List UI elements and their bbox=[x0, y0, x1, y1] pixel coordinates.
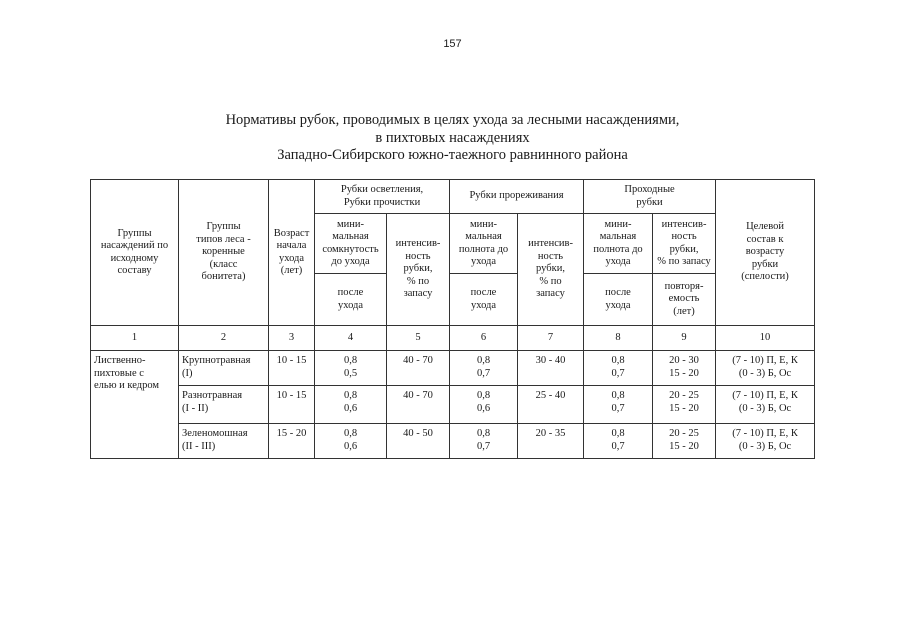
cell-line: ухода bbox=[470, 299, 497, 311]
cell-line: % по bbox=[406, 275, 430, 287]
cell-line: бонитета) bbox=[201, 271, 246, 283]
felling-norms-table bbox=[90, 179, 815, 459]
cell-line: (0 - 3) Б, Ос bbox=[738, 367, 792, 379]
cell-line: рубки bbox=[636, 196, 663, 208]
cell-line: (класс bbox=[209, 258, 238, 270]
cell-line: ухода bbox=[605, 256, 631, 267]
column-number-4: 4 bbox=[315, 326, 387, 351]
cell-line: состав к bbox=[746, 233, 784, 245]
header-repeat-interval bbox=[653, 274, 716, 326]
header-clearing-after bbox=[315, 274, 387, 326]
cell-line: Рубки прочистки bbox=[343, 196, 421, 208]
cell-line: 0,8 bbox=[476, 428, 491, 439]
cell-line: ухода bbox=[278, 252, 305, 264]
passage-density-cell bbox=[584, 351, 653, 386]
cell-line: 0,8 bbox=[343, 390, 358, 401]
header-passage-intensity bbox=[653, 214, 716, 274]
column-number-3: 3 bbox=[269, 326, 315, 351]
cell-line: % по запасу bbox=[657, 256, 711, 267]
start-age-cell: 15 - 20 bbox=[269, 424, 315, 459]
cell-line: составу bbox=[117, 265, 152, 276]
cell-line: елью и кедром bbox=[94, 380, 160, 391]
clearing-density-cell bbox=[315, 424, 387, 459]
table-row bbox=[91, 351, 815, 386]
cell-line: 0,7 bbox=[476, 440, 491, 452]
cell-line: до ухода bbox=[331, 256, 370, 267]
cell-line: (7 - 10) П, Е, К bbox=[732, 390, 798, 401]
header-groups bbox=[91, 180, 179, 326]
cell-line: Группы bbox=[206, 221, 241, 233]
clearing-density-cell bbox=[315, 351, 387, 386]
cell-line: начала bbox=[276, 240, 307, 251]
header-clearing bbox=[315, 180, 450, 214]
cell-line: после bbox=[605, 287, 631, 298]
cell-line: (0 - 3) Б, Ос bbox=[738, 402, 792, 414]
cell-line: Лиственно- bbox=[94, 355, 146, 366]
cell-line: пихтовые с bbox=[94, 367, 144, 379]
cell-line: ухода bbox=[470, 256, 497, 267]
thinning-intensity-cell: 20 - 35 bbox=[518, 424, 584, 459]
cell-line: (лет) bbox=[280, 265, 303, 276]
thinning-intensity-cell: 25 - 40 bbox=[518, 386, 584, 424]
cell-line: запасу bbox=[536, 288, 565, 300]
clearing-density-cell bbox=[315, 386, 387, 424]
column-number-5: 5 bbox=[387, 326, 450, 351]
cell-line: 15 - 20 bbox=[669, 402, 699, 414]
column-number-8: 8 bbox=[584, 326, 653, 351]
cell-line: рубки, bbox=[403, 263, 433, 275]
passage-intensity-cell bbox=[653, 424, 716, 459]
cell-line: 0,6 bbox=[476, 402, 491, 414]
cell-line: 0,8 bbox=[343, 428, 358, 439]
header-thinning-min-density bbox=[450, 214, 518, 274]
passage-intensity-cell bbox=[653, 386, 716, 424]
cell-line: мальная bbox=[599, 231, 637, 242]
thinning-density-cell bbox=[450, 386, 518, 424]
header-forest-types bbox=[179, 180, 269, 326]
cell-line: 0,8 bbox=[611, 355, 625, 366]
cell-line: 0,6 bbox=[343, 440, 358, 452]
cell-line: 0,8 bbox=[611, 390, 625, 401]
column-number-7: 7 bbox=[518, 326, 584, 351]
header-passage-min-density bbox=[584, 214, 653, 274]
cell-line: (7 - 10) П, Е, К bbox=[732, 428, 798, 439]
cell-line: Группы bbox=[117, 227, 152, 239]
thinning-intensity-cell: 30 - 40 bbox=[518, 351, 584, 386]
cell-line: Разнотравная bbox=[182, 390, 243, 401]
cell-line: коренные bbox=[202, 246, 245, 258]
cell-line: ность bbox=[671, 231, 697, 242]
cell-line: (I) bbox=[182, 367, 193, 379]
cell-line: (II - III) bbox=[182, 440, 216, 452]
cell-line: мини- bbox=[470, 218, 498, 230]
header-clearing-min-density bbox=[315, 214, 387, 274]
cell-line: ухода bbox=[337, 299, 364, 311]
cell-line: полнота до bbox=[593, 243, 643, 255]
forest-type-cell bbox=[179, 424, 269, 459]
cell-line: после bbox=[470, 287, 497, 298]
header-target-composition bbox=[716, 180, 815, 326]
cell-line: запасу bbox=[403, 288, 433, 300]
cell-line: интенсив- bbox=[661, 218, 707, 230]
cell-line: емость bbox=[668, 293, 700, 305]
cell-line: 15 - 20 bbox=[669, 367, 699, 379]
cell-line: % по bbox=[539, 275, 562, 287]
start-age-cell: 10 - 15 bbox=[269, 351, 315, 386]
passage-density-cell bbox=[584, 424, 653, 459]
cell-line: 0,5 bbox=[343, 367, 358, 379]
cell-line: Возраст bbox=[273, 227, 310, 239]
cell-line: повторя- bbox=[664, 280, 704, 292]
column-number-1: 1 bbox=[91, 326, 179, 351]
cell-line: (0 - 3) Б, Ос bbox=[738, 440, 792, 452]
cell-line: 20 - 30 bbox=[669, 355, 699, 366]
cell-line: 0,7 bbox=[611, 440, 625, 452]
cell-line: 20 - 25 bbox=[669, 428, 699, 439]
cell-line: (спелости) bbox=[741, 271, 789, 283]
cell-line: интенсив- bbox=[528, 238, 573, 250]
title-line-2: в пихтовых насаждениях bbox=[375, 129, 530, 146]
table-row bbox=[91, 424, 815, 459]
header-passage-after bbox=[584, 274, 653, 326]
passage-density-cell bbox=[584, 386, 653, 424]
target-composition-cell bbox=[716, 386, 815, 424]
cell-line: рубки, bbox=[536, 263, 565, 275]
cell-line: мальная bbox=[332, 231, 369, 242]
header-clearing-intensity bbox=[387, 214, 450, 326]
header-passage-felling bbox=[584, 180, 716, 214]
cell-line: полнота до bbox=[458, 243, 509, 255]
cell-line: 0,7 bbox=[611, 367, 625, 379]
forest-type-cell bbox=[179, 351, 269, 386]
cell-line: рубки bbox=[751, 258, 779, 270]
clearing-intensity-cell: 40 - 70 bbox=[387, 351, 450, 386]
column-number-9: 9 bbox=[653, 326, 716, 351]
cell-line: (лет) bbox=[673, 305, 695, 317]
passage-intensity-cell bbox=[653, 351, 716, 386]
cell-line: (7 - 10) П, Е, К bbox=[732, 355, 798, 366]
header-thinning: Рубки прореживания bbox=[450, 180, 584, 214]
cell-line: 0,8 bbox=[611, 428, 625, 439]
header-thinning-after bbox=[450, 274, 518, 326]
thinning-density-cell bbox=[450, 351, 518, 386]
forest-type-cell bbox=[179, 386, 269, 424]
cell-line: ность bbox=[405, 250, 431, 262]
cell-line: возрасту bbox=[745, 246, 785, 258]
target-composition-cell bbox=[716, 424, 815, 459]
cell-line: сомкнутость bbox=[322, 243, 379, 255]
page-number: 157 bbox=[443, 38, 462, 50]
cell-line: интенсив- bbox=[395, 238, 441, 250]
header-thinning-intensity bbox=[518, 214, 584, 326]
cell-line: (I - II) bbox=[182, 402, 209, 414]
cell-line: исходному bbox=[110, 252, 159, 264]
cell-line: Крупнотравная bbox=[182, 355, 251, 366]
header-start-age bbox=[269, 180, 315, 326]
page-title bbox=[0, 112, 905, 165]
cell-line: Рубки осветления, bbox=[340, 184, 424, 195]
cell-line: 0,7 bbox=[476, 367, 491, 379]
start-age-cell: 10 - 15 bbox=[269, 386, 315, 424]
cell-line: 0,8 bbox=[343, 355, 358, 366]
cell-line: 20 - 25 bbox=[669, 390, 699, 401]
clearing-intensity-cell: 40 - 50 bbox=[387, 424, 450, 459]
cell-line: 0,8 bbox=[476, 390, 491, 401]
cell-line: типов леса - bbox=[196, 233, 251, 245]
cell-line: после bbox=[337, 287, 364, 298]
clearing-intensity-cell: 40 - 70 bbox=[387, 386, 450, 424]
cell-line: мальная bbox=[465, 231, 502, 242]
cell-line: рубки, bbox=[669, 243, 699, 255]
cell-line: 15 - 20 bbox=[669, 440, 699, 452]
thinning-density-cell bbox=[450, 424, 518, 459]
title-line-1: Нормативы рубок, проводимых в целях ухода за лесными насаждениями, bbox=[225, 112, 680, 128]
title-line-3: Западно-Сибирского южно-таежного равнинного района bbox=[277, 147, 628, 163]
column-number-6: 6 bbox=[450, 326, 518, 351]
cell-line: мини- bbox=[337, 218, 364, 230]
cell-line: ухода bbox=[605, 299, 631, 311]
column-number-2: 2 bbox=[179, 326, 269, 351]
group-label bbox=[91, 351, 179, 459]
cell-line: 0,6 bbox=[343, 402, 358, 414]
cell-line: насаждений по bbox=[100, 240, 169, 251]
cell-line: Проходные bbox=[624, 184, 675, 195]
cell-line: Целевой bbox=[746, 221, 784, 233]
table-row bbox=[91, 386, 815, 424]
cell-line: ность bbox=[537, 250, 564, 262]
cell-line: 0,7 bbox=[611, 402, 625, 414]
cell-line: Зеленомошная bbox=[182, 428, 248, 439]
cell-line: мини- bbox=[604, 218, 632, 230]
cell-line: 0,8 bbox=[476, 355, 491, 366]
column-number-10: 10 bbox=[716, 326, 815, 351]
target-composition-cell bbox=[716, 351, 815, 386]
